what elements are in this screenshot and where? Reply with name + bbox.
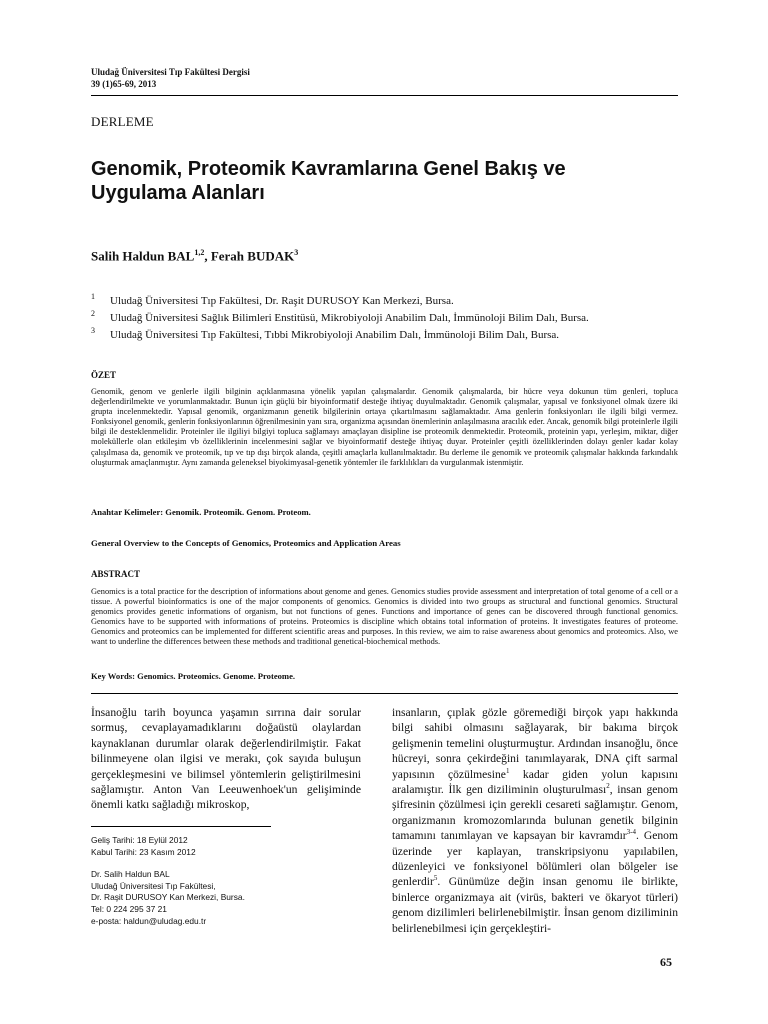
citation-sup: 5: [433, 874, 438, 883]
contact-email: e-posta: haldun@uludag.edu.tr: [91, 915, 207, 926]
article-title: Genomik, Proteomik Kavramlarına Genel Bakış ve Uygulama Alanları: [91, 158, 566, 204]
body-text: , insan genom şifresinin çözülmesi için gerekli cesareti sağlamıştır. Genom, organizmanın kromozomlarında bulunan genetik bilginin tamamını tanımlayan ve kapsayan bir kavramdır: [392, 783, 678, 843]
section-type: DERLEME: [91, 114, 154, 129]
accepted-date: Kabul Tarihi: 23 Kasım 2012: [91, 846, 196, 857]
ozet-body: Genomik, genom ve genlerle ilgili bilginin açıklanmasına yönelik yapılan çalışmalardır. Genomik çalışmalarda, bir hücre veya dokunun tüm genleri, topluca değerlendirilmekte ve yorumlanmaktadır. Bunun için güçlü bir biyoinformatif desteğe ihtiyaç duyulmaktadır. Genomik çalışmalar, yapısal ve fonksiyonel olmak üzere iki grupta incelenmektedir. Yapısal genomik, organizmanın genetik bilgilerinin ortaya çıkartılmasını sağlamaktadır. Ama genlerin fonksiyonları ile ilgili bilgi vermez. Fonksiyonel genomik, genlerin fonksiyonlarının öğrenilmesinin yanı sıra, organizma açısından önemlerinin anlaşılmasına aracılık eder. Ancak, genomik bilgi proteinlerle ilgili bilgi ile desteklenmelidir. Proteinler ile ilgiliyi bilgiyi topluca sağlamayı amaçlayan disipline ise proteomik denmektedir. Proteomik, proteinin yapı, yerleşim, miktar, diğer moleküllerle olan etkileşim vb özelliklerinin incelenmesini sağlar ve biyoinformatif desteğe ihtiyaç duyar. Proteinler çeşitli özelliklerinden dolayı genler kadar kolay çalışılmasa da, genomik ve proteomik, tıp ve tıp dışı birçok alanda, çeşitli amaçlarla kullanılmaktadır. Bu derleme ile genomik ve proteomik çalışmalar hakkında farkındalık oluşturmak amaçlanmıştır. Aynı zamanda geleneksel biyokimyasal-genetik yöntemler ile farklılıkları da vurgulanmak istenmiştir.: [91, 387, 678, 467]
affiliation-number: 3: [91, 326, 95, 335]
author-2: Ferah BUDAK: [210, 248, 295, 264]
affiliation-text: Uludağ Üniversitesi Tıp Fakültesi, Tıbbi Mikrobiyoloji Anabilim Dalı, İmmünoloji Bilim Dalı, Bursa.: [110, 329, 560, 341]
citation-sup: 1: [505, 766, 510, 775]
contact-phone: Tel: 0 224 295 37 21: [91, 903, 167, 914]
section-rule: [91, 693, 678, 694]
body-right-column: [392, 705, 678, 936]
contact-institution: Uludağ Üniversitesi Tıp Fakültesi,: [91, 880, 216, 891]
author-1: Salih Haldun BAL: [91, 248, 195, 264]
contact-department: Dr. Raşit DURUSOY Kan Merkezi, Bursa.: [91, 892, 245, 903]
header-rule: [91, 95, 678, 96]
affiliation-text: Uludağ Üniversitesi Sağlık Bilimleri Enstitüsü, Mikrobiyoloji Anabilim Dalı, İmmünoloji Bilim Dalı, Bursa.: [110, 312, 589, 324]
affiliation-number: 1: [91, 292, 95, 301]
journal-name: Uludağ Üniversitesi Tıp Fakültesi Dergisi: [91, 67, 250, 77]
footnote-rule: [91, 826, 271, 827]
contact-name: Dr. Salih Haldun BAL: [91, 869, 170, 880]
citation-sup: 3-4: [626, 828, 636, 837]
body-text: . Günümüze değin insan genomu ile birlikte, binlerce organizmaya ait (virüs, bakteri ve ökaryot türleri) genom dizilimleri belirlenebilmiştir. İnsan genom diziliminin belirlenebilmesi için gerçekleştiri-: [392, 875, 678, 935]
journal-issue: 39 (1)65-69, 2013: [91, 79, 157, 89]
citation-sup: 2: [606, 782, 610, 791]
abstract-body: Genomics is a total practice for the description of informations about genome and genes. Genomics studies provide assessment and interpretation of total genome of a cell or a tissue. A powerful bioinformatics is one of the major components of genomics. Genomics is divided into two groups as structural and functional genomics. Structural genomics provides genetic informations of organism, but not functions of genes. Functions and importance of genes can be discovered through functional genomics. Genomics have to be supported with informations of proteins. Proteomics is discipline which obtains total information of proteins. It investigates features of proteome. Genomics and proteomics can be implemented for different scientific areas and purposes. In this review, we aim to raise awareness about genomics and proteomics. Also, we want to underline the differences between these methods and traditional genetical-biochemical methods.: [91, 587, 678, 647]
footnote-spacer: [91, 858, 361, 869]
journal-header: [91, 66, 250, 90]
author-separator: ,: [204, 248, 211, 264]
affiliation-text: Uludağ Üniversitesi Tıp Fakültesi, Dr. Raşit DURUSOY Kan Merkezi, Bursa.: [110, 295, 454, 307]
english-title: General Overview to the Concepts of Genomics, Proteomics and Application Areas: [91, 538, 401, 548]
page-number: 65: [660, 955, 672, 969]
affiliation-number: 2: [91, 309, 95, 318]
footnotes: [91, 835, 361, 927]
turkish-keywords: Anahtar Kelimeler: Genomik. Proteomik. Genom. Proteom.: [91, 507, 311, 517]
author-1-affil-sup: 1,2: [194, 248, 205, 257]
abstract-heading: ABSTRACT: [91, 569, 141, 579]
received-date: Geliş Tarihi: 18 Eylül 2012: [91, 835, 188, 845]
author-2-affil-sup: 3: [294, 248, 299, 257]
body-left-column: İnsanoğlu tarih boyunca yaşamın sırrına dair sorular sormuş, cevaplayamadıklarını doğaüstü olaylardan kaynaklanan durumlar olarak değerlendirilmiştir. Fakat bilinmeyene olan ilgisi ve merakı, çok sayıda buluşun gerçekleşmesini ve bilimsel yöntemlerin geliştirilmesini sağlamıştır. Anton Van Leeuwenhoek'un gelişiminde önemli katkı sağladığı mikroskop,: [91, 706, 361, 812]
english-keywords: Key Words: Genomics. Proteomics. Genome. Proteome.: [91, 671, 296, 681]
body-text: . Genom üzerinde yer kaplayan, transkripsiyonu yapılabilen, düzenleyici ve fonksiyonel bölümleri olan bölgeler ise genlerdir: [392, 829, 678, 889]
body-text: kadar giden yolun kapısını aralamıştır. İlk gen diziliminin oluşturulması: [392, 767, 678, 797]
author-line: [91, 248, 298, 264]
body-text: insanların, çıplak gözle göremediği birçok yapı hakkında bilgi sahibi olmasını sağlayarak, bir bakıma birçok gelişmenin temelini oluşturmuştur. Ardından insanoğlu, önce hücreyi, sonra çekirdeğini tanımlayarak, DNA çift sarmal yapısının çözülmesine: [392, 706, 678, 781]
ozet-heading: ÖZET: [91, 370, 117, 380]
